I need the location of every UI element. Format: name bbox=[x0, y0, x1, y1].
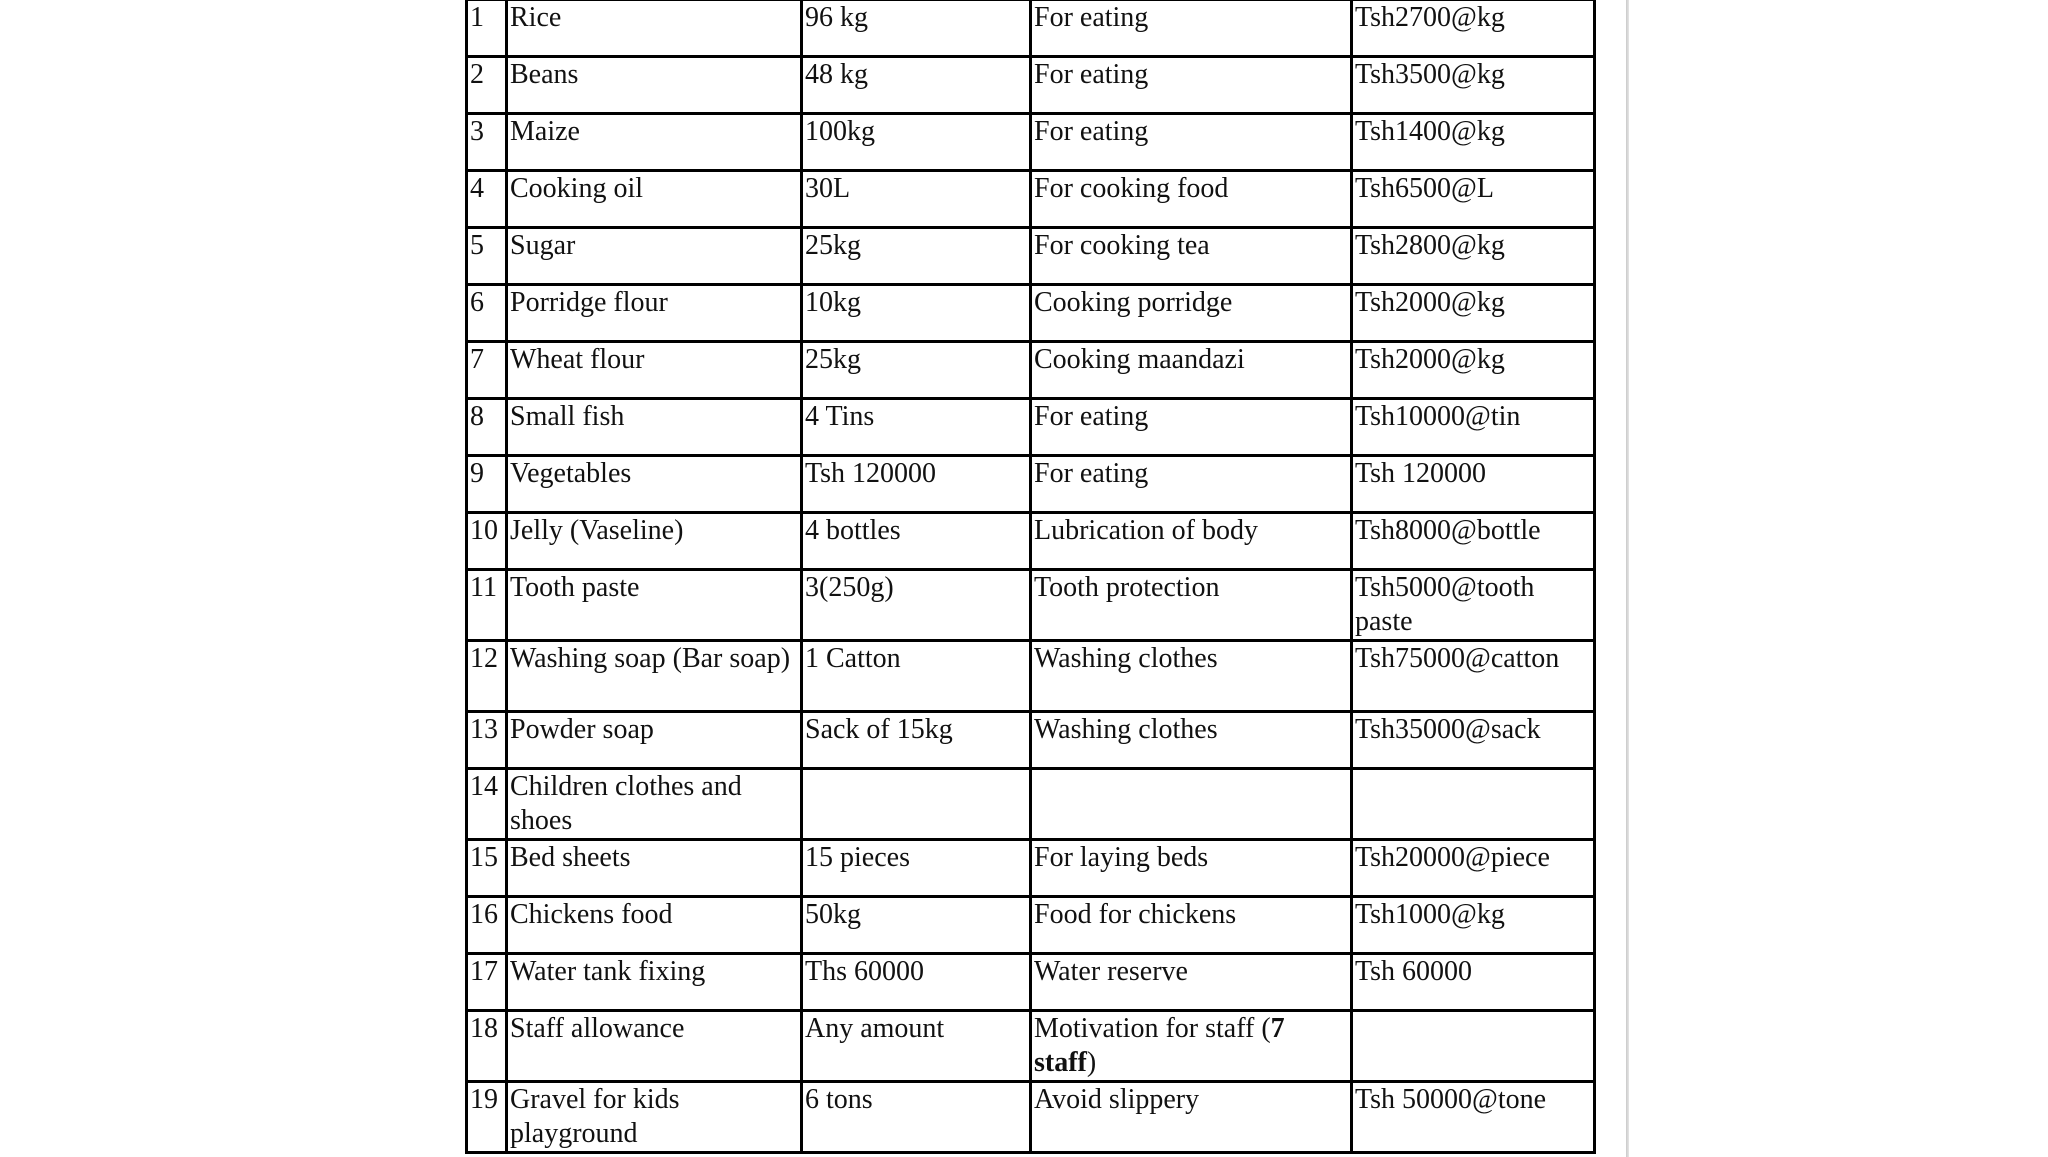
item-quantity: 30L bbox=[802, 171, 1031, 228]
table-row bbox=[467, 57, 1595, 114]
table-row bbox=[467, 954, 1595, 1011]
item-purpose: For eating bbox=[1031, 456, 1352, 513]
item-price bbox=[1352, 1011, 1595, 1082]
item-purpose: For cooking food bbox=[1031, 171, 1352, 228]
item-price: Tsh8000@bottle bbox=[1352, 513, 1595, 570]
item-price: Tsh2700@kg bbox=[1352, 0, 1595, 57]
item-quantity: 100kg bbox=[802, 114, 1031, 171]
item-purpose: Washing clothes bbox=[1031, 712, 1352, 769]
item-purpose: Cooking maandazi bbox=[1031, 342, 1352, 399]
item-purpose: Avoid slippery bbox=[1031, 1082, 1352, 1153]
item-price bbox=[1352, 769, 1595, 840]
table-row bbox=[467, 712, 1595, 769]
item-quantity: 25kg bbox=[802, 342, 1031, 399]
row-number: 16 bbox=[467, 897, 507, 954]
table-row bbox=[467, 1011, 1595, 1082]
item-purpose: Lubrication of body bbox=[1031, 513, 1352, 570]
item-price: Tsh5000@tooth paste bbox=[1352, 570, 1595, 641]
item-purpose: For eating bbox=[1031, 57, 1352, 114]
item-quantity: Ths 60000 bbox=[802, 954, 1031, 1011]
item-name: Gravel for kids playground bbox=[507, 1082, 802, 1153]
item-name: Chickens food bbox=[507, 897, 802, 954]
row-number: 5 bbox=[467, 228, 507, 285]
table-row bbox=[467, 641, 1595, 712]
item-quantity: 25kg bbox=[802, 228, 1031, 285]
item-price: Tsh10000@tin bbox=[1352, 399, 1595, 456]
item-price: Tsh20000@piece bbox=[1352, 840, 1595, 897]
table-row bbox=[467, 285, 1595, 342]
row-number: 3 bbox=[467, 114, 507, 171]
table-row bbox=[467, 399, 1595, 456]
item-name: Rice bbox=[507, 0, 802, 57]
item-price: Tsh6500@L bbox=[1352, 171, 1595, 228]
item-name: Maize bbox=[507, 114, 802, 171]
item-price: Tsh2800@kg bbox=[1352, 228, 1595, 285]
item-quantity: 3(250g) bbox=[802, 570, 1031, 641]
item-name: Beans bbox=[507, 57, 802, 114]
table-row bbox=[467, 114, 1595, 171]
purpose-suffix: ) bbox=[1086, 1047, 1097, 1078]
row-number: 1 bbox=[467, 0, 507, 57]
row-number: 2 bbox=[467, 57, 507, 114]
item-purpose bbox=[1031, 1011, 1352, 1082]
item-price: Tsh2000@kg bbox=[1352, 342, 1595, 399]
item-purpose: Washing clothes bbox=[1031, 641, 1352, 712]
item-name: Cooking oil bbox=[507, 171, 802, 228]
item-purpose: Tooth protection bbox=[1031, 570, 1352, 641]
row-number: 7 bbox=[467, 342, 507, 399]
row-number: 18 bbox=[467, 1011, 507, 1082]
row-number: 15 bbox=[467, 840, 507, 897]
table-row bbox=[467, 513, 1595, 570]
table-row bbox=[467, 171, 1595, 228]
supplies-table bbox=[465, 0, 1596, 1154]
item-quantity: Any amount bbox=[802, 1011, 1031, 1082]
item-price: Tsh3500@kg bbox=[1352, 57, 1595, 114]
item-price: Tsh 60000 bbox=[1352, 954, 1595, 1011]
item-purpose: Food for chickens bbox=[1031, 897, 1352, 954]
table-row bbox=[467, 570, 1595, 641]
item-quantity: 1 Catton bbox=[802, 641, 1031, 712]
row-number: 4 bbox=[467, 171, 507, 228]
item-quantity: 96 kg bbox=[802, 0, 1031, 57]
item-purpose: For eating bbox=[1031, 0, 1352, 57]
item-quantity: Sack of 15kg bbox=[802, 712, 1031, 769]
table-row bbox=[467, 228, 1595, 285]
item-quantity: 10kg bbox=[802, 285, 1031, 342]
item-name: Children clothes and shoes bbox=[507, 769, 802, 840]
item-price: Tsh 50000@tone bbox=[1352, 1082, 1595, 1153]
item-purpose: For cooking tea bbox=[1031, 228, 1352, 285]
table-row bbox=[467, 456, 1595, 513]
item-quantity: Tsh 120000 bbox=[802, 456, 1031, 513]
row-number: 8 bbox=[467, 399, 507, 456]
item-quantity bbox=[802, 769, 1031, 840]
item-quantity: 4 bottles bbox=[802, 513, 1031, 570]
item-price: Tsh75000@catton bbox=[1352, 641, 1595, 712]
row-number: 12 bbox=[467, 641, 507, 712]
item-price: Tsh2000@kg bbox=[1352, 285, 1595, 342]
item-quantity: 6 tons bbox=[802, 1082, 1031, 1153]
row-number: 10 bbox=[467, 513, 507, 570]
row-number: 6 bbox=[467, 285, 507, 342]
item-quantity: 4 Tins bbox=[802, 399, 1031, 456]
item-name: Wheat flour bbox=[507, 342, 802, 399]
item-price: Tsh 120000 bbox=[1352, 456, 1595, 513]
row-number: 19 bbox=[467, 1082, 507, 1153]
item-price: Tsh1000@kg bbox=[1352, 897, 1595, 954]
row-number: 11 bbox=[467, 570, 507, 641]
item-quantity: 50kg bbox=[802, 897, 1031, 954]
item-name: Powder soap bbox=[507, 712, 802, 769]
item-name: Washing soap (Bar soap) bbox=[507, 641, 802, 712]
item-purpose: For eating bbox=[1031, 114, 1352, 171]
item-price: Tsh1400@kg bbox=[1352, 114, 1595, 171]
item-name: Jelly (Vaseline) bbox=[507, 513, 802, 570]
item-name: Staff allowance bbox=[507, 1011, 802, 1082]
table-row bbox=[467, 342, 1595, 399]
purpose-prefix: Motivation for staff ( bbox=[1034, 1013, 1271, 1044]
item-purpose bbox=[1031, 769, 1352, 840]
table-row bbox=[467, 840, 1595, 897]
item-purpose: Cooking porridge bbox=[1031, 285, 1352, 342]
item-name: Water tank fixing bbox=[507, 954, 802, 1011]
row-number: 14 bbox=[467, 769, 507, 840]
item-name: Porridge flour bbox=[507, 285, 802, 342]
item-quantity: 15 pieces bbox=[802, 840, 1031, 897]
item-quantity: 48 kg bbox=[802, 57, 1031, 114]
table-row bbox=[467, 897, 1595, 954]
item-name: Vegetables bbox=[507, 456, 802, 513]
row-number: 13 bbox=[467, 712, 507, 769]
item-name: Tooth paste bbox=[507, 570, 802, 641]
table-row bbox=[467, 769, 1595, 840]
row-number: 9 bbox=[467, 456, 507, 513]
item-price: Tsh35000@sack bbox=[1352, 712, 1595, 769]
table-row bbox=[467, 1082, 1595, 1153]
page-edge-shadow bbox=[1626, 0, 1629, 1157]
purpose-staff-count: 7 staff bbox=[1034, 1013, 1285, 1078]
item-name: Sugar bbox=[507, 228, 802, 285]
item-purpose: For eating bbox=[1031, 399, 1352, 456]
table-row bbox=[467, 0, 1595, 57]
row-number: 17 bbox=[467, 954, 507, 1011]
item-purpose: For laying beds bbox=[1031, 840, 1352, 897]
item-purpose: Water reserve bbox=[1031, 954, 1352, 1011]
item-name: Bed sheets bbox=[507, 840, 802, 897]
item-name: Small fish bbox=[507, 399, 802, 456]
